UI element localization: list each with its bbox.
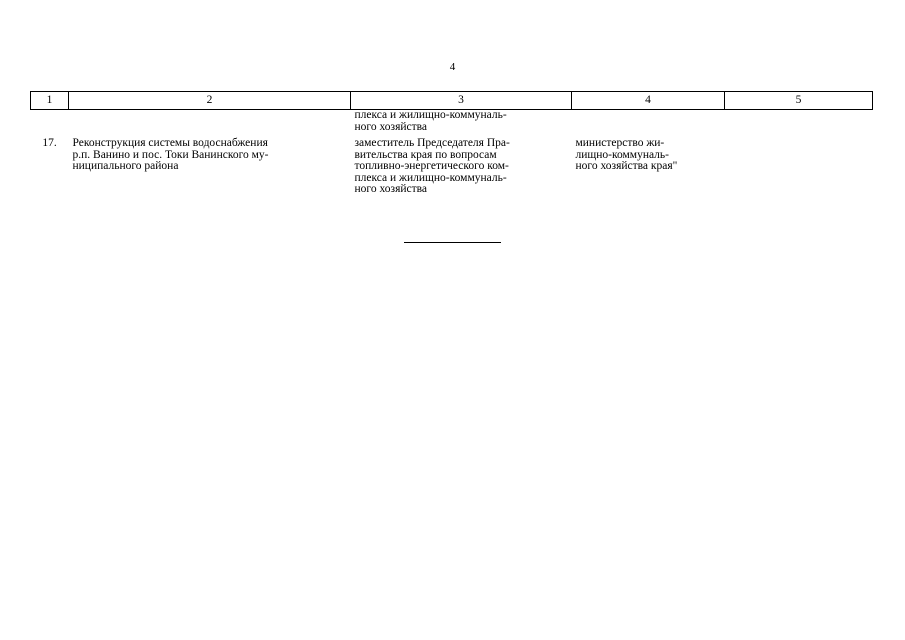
header-col-1: 1	[31, 92, 69, 110]
text-line: вительства края по вопросам	[354, 148, 497, 161]
text-line: заместитель Председателя Пра-	[354, 137, 510, 149]
text-line: ниципального района	[72, 160, 179, 172]
text-line: плекса и жилищно-коммуналь-	[354, 109, 507, 121]
header-col-4: 4	[572, 92, 725, 110]
text-line: топливно-энергетического ком-	[354, 160, 509, 172]
page-number: 4	[449, 61, 456, 73]
text-line: ного хозяйства края"	[575, 160, 678, 172]
row-cell-col5	[725, 138, 873, 196]
text-line: ного хозяйства	[354, 183, 428, 195]
row-number: 17.	[42, 137, 57, 149]
document-table	[30, 91, 873, 196]
text-line: лищно-коммуналь-	[575, 148, 669, 161]
text-line: Реконструкция системы водоснабжения	[72, 137, 268, 149]
row-cell-col3	[351, 138, 572, 196]
continuation-row	[31, 110, 873, 134]
text-line: р.п. Ванино и пос. Токи Ванинского му-	[72, 148, 269, 161]
text-line: плекса и жилищно-коммуналь-	[354, 171, 507, 184]
table-row	[31, 138, 873, 196]
text-line: министерство жи-	[575, 137, 665, 149]
header-col-5: 5	[725, 92, 873, 110]
end-of-document-rule	[404, 242, 501, 243]
header-col-3: 3	[351, 92, 572, 110]
table-header-row	[31, 92, 873, 110]
row-cell-col2	[69, 138, 351, 196]
continuation-cell-col3	[351, 110, 572, 134]
text-line: ного хозяйства	[354, 120, 428, 133]
header-col-2: 2	[69, 92, 351, 110]
row-cell-col4	[572, 138, 725, 196]
